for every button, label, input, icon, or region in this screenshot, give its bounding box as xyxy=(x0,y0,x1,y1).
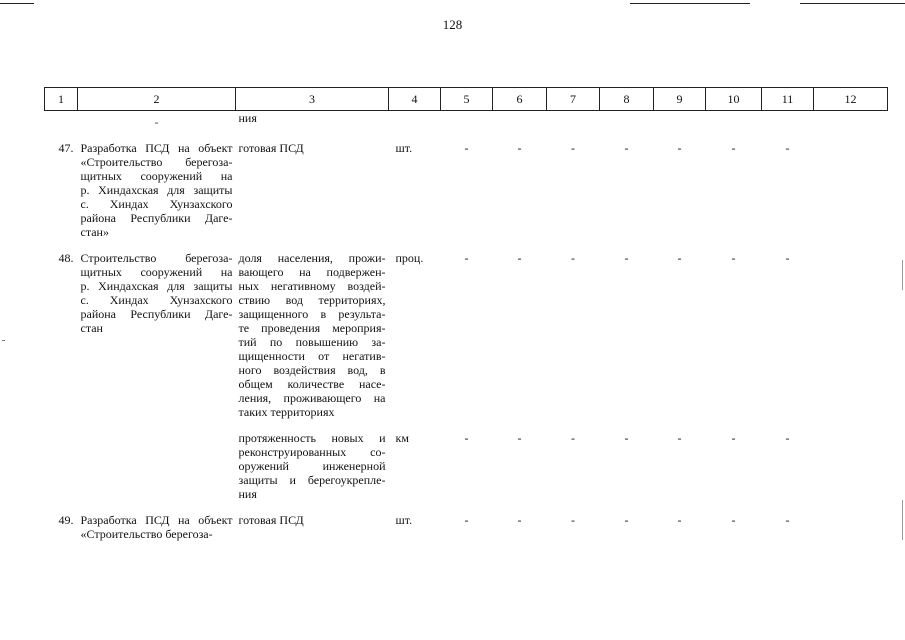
value-col-10: - xyxy=(731,141,736,155)
value-col-11: - xyxy=(785,141,790,155)
value-col-11: - xyxy=(785,513,790,527)
top-rule-far-right xyxy=(800,3,905,4)
value-col-10: - xyxy=(731,431,736,445)
indicator-name-line: ных негативному воздей- xyxy=(238,279,386,293)
value-col-8: - xyxy=(624,431,629,445)
indicator-name-line: общем количестве насе- xyxy=(238,377,386,391)
activity-name-line: щитных сооружений на xyxy=(80,169,233,183)
row-spacer xyxy=(45,239,888,251)
table-row xyxy=(45,513,888,541)
indicator-name-line: доля населения, прожи- xyxy=(238,251,386,265)
scan-edge-mark xyxy=(902,260,903,290)
value-col-7: - xyxy=(571,141,575,155)
continuation-row xyxy=(45,111,888,130)
activity-name-line: района Республики Даге- xyxy=(80,307,233,321)
indicator-name-line: оружений инженерной xyxy=(238,459,386,473)
top-rule-right xyxy=(630,3,750,4)
value-col-11: - xyxy=(785,431,790,445)
value-col-9: - xyxy=(677,513,682,527)
top-rule-left xyxy=(0,3,34,4)
value-col-12 xyxy=(814,431,888,501)
unit-of-measure: км xyxy=(395,431,409,445)
indicator-name-line: щищенности от негатив- xyxy=(238,349,386,363)
continuation-marker: - xyxy=(154,115,159,129)
scan-edge-mark xyxy=(902,500,903,540)
activity-name xyxy=(78,251,236,419)
indicator-name-line: ления, проживающего на xyxy=(238,391,386,405)
column-header-12: 12 xyxy=(814,88,888,111)
table-row xyxy=(45,431,888,501)
column-header-2: 2 xyxy=(78,88,236,111)
indicator-name-line: реконструированных со- xyxy=(238,445,386,459)
value-col-9: - xyxy=(677,141,682,155)
indicator-name-line: готовая ПСД xyxy=(238,141,304,155)
activity-name-line: щитных сооружений на xyxy=(80,265,233,279)
indicator-name xyxy=(236,141,389,239)
activity-name-line: «Строительство берегоза- xyxy=(80,527,213,541)
unit-of-measure: шт. xyxy=(395,513,413,527)
column-header-3: 3 xyxy=(236,88,389,111)
activity-name-line: Строительство берегоза- xyxy=(80,251,233,265)
page-number: 128 xyxy=(442,17,463,32)
value-col-6: - xyxy=(517,513,522,527)
unit-of-measure: проц. xyxy=(395,251,424,265)
indicator-name-line: ного воздействия вод, в xyxy=(238,363,386,377)
row-number: 47. xyxy=(58,141,74,155)
value-col-7: - xyxy=(571,513,575,527)
row-spacer xyxy=(45,129,888,141)
column-header-9: 9 xyxy=(654,88,706,111)
column-header-5: 5 xyxy=(441,88,493,111)
activity-name-line: «Строительство берегоза- xyxy=(80,155,233,169)
indicator-name xyxy=(236,251,389,419)
column-header-4: 4 xyxy=(389,88,441,111)
table-header-row xyxy=(45,88,888,111)
column-header-7: 7 xyxy=(547,88,600,111)
value-col-6: - xyxy=(517,251,522,265)
value-col-8: - xyxy=(624,513,629,527)
activity-name-line: р. Хиндахская для защиты xyxy=(80,183,233,197)
indicator-name-line: протяженность новых и xyxy=(238,431,386,445)
value-col-12 xyxy=(814,513,888,541)
column-header-1: 1 xyxy=(45,88,78,111)
indicator-name-line: тий по повышению за- xyxy=(238,335,386,349)
indicator-name-line: те проведения мероприя- xyxy=(238,321,386,335)
table-body xyxy=(45,111,888,542)
value-col-10: - xyxy=(731,251,736,265)
column-header-6: 6 xyxy=(493,88,547,111)
row-number: 49. xyxy=(58,513,74,527)
value-col-6: - xyxy=(517,141,522,155)
activity-name-line: района Республики Даге- xyxy=(80,211,233,225)
value-col-12 xyxy=(814,141,888,239)
indicator-name-line: ния xyxy=(238,487,257,501)
column-header-8: 8 xyxy=(600,88,654,111)
activity-name xyxy=(78,431,236,501)
activity-name-line: р. Хиндахская для защиты xyxy=(80,279,233,293)
scan-mark xyxy=(2,340,5,341)
activity-name-line: Разработка ПСД на объект xyxy=(80,513,233,527)
indicator-name xyxy=(236,431,389,501)
value-col-5: - xyxy=(464,251,469,265)
column-header-11: 11 xyxy=(762,88,814,111)
table-row xyxy=(45,251,888,419)
indicator-name-line: ствию вод территориях, xyxy=(238,293,386,307)
value-col-9: - xyxy=(677,431,682,445)
activity-name xyxy=(78,513,236,541)
indicator-name-line: готовая ПСД xyxy=(238,513,304,527)
value-col-9: - xyxy=(677,251,682,265)
table-row xyxy=(45,141,888,239)
activity-name-line: стан xyxy=(80,321,103,335)
value-col-8: - xyxy=(624,251,629,265)
indicator-name-line: защищенного в результа- xyxy=(238,307,386,321)
activity-name-line: с. Хиндах Хунзахского xyxy=(80,293,233,307)
value-col-7: - xyxy=(571,251,575,265)
value-col-6: - xyxy=(517,431,522,445)
indicator-name-line: защиты и берегоукрепле- xyxy=(238,473,386,487)
activity-name-line: Разработка ПСД на объект xyxy=(80,141,233,155)
activity-name xyxy=(78,141,236,239)
row-spacer xyxy=(45,419,888,431)
column-header-10: 10 xyxy=(706,88,762,111)
indicator-name xyxy=(236,513,389,541)
indicator-name-line: таких территориях xyxy=(238,405,335,419)
value-col-8: - xyxy=(624,141,629,155)
activity-name-line: стан» xyxy=(80,225,109,239)
unit-of-measure: шт. xyxy=(395,141,413,155)
value-col-7: - xyxy=(571,431,575,445)
row-number: 48. xyxy=(58,251,74,265)
value-col-5: - xyxy=(464,141,469,155)
row-spacer xyxy=(45,501,888,513)
program-indicators-table xyxy=(44,87,888,541)
continuation-indicator: ния xyxy=(238,111,257,125)
value-col-12 xyxy=(814,251,888,419)
value-col-5: - xyxy=(464,513,469,527)
value-col-5: - xyxy=(464,431,469,445)
row-number xyxy=(45,431,78,501)
indicator-name-line: вающего на подвержен- xyxy=(238,265,386,279)
activity-name-line: с. Хиндах Хунзахского xyxy=(80,197,233,211)
value-col-10: - xyxy=(731,513,736,527)
value-col-11: - xyxy=(785,251,790,265)
